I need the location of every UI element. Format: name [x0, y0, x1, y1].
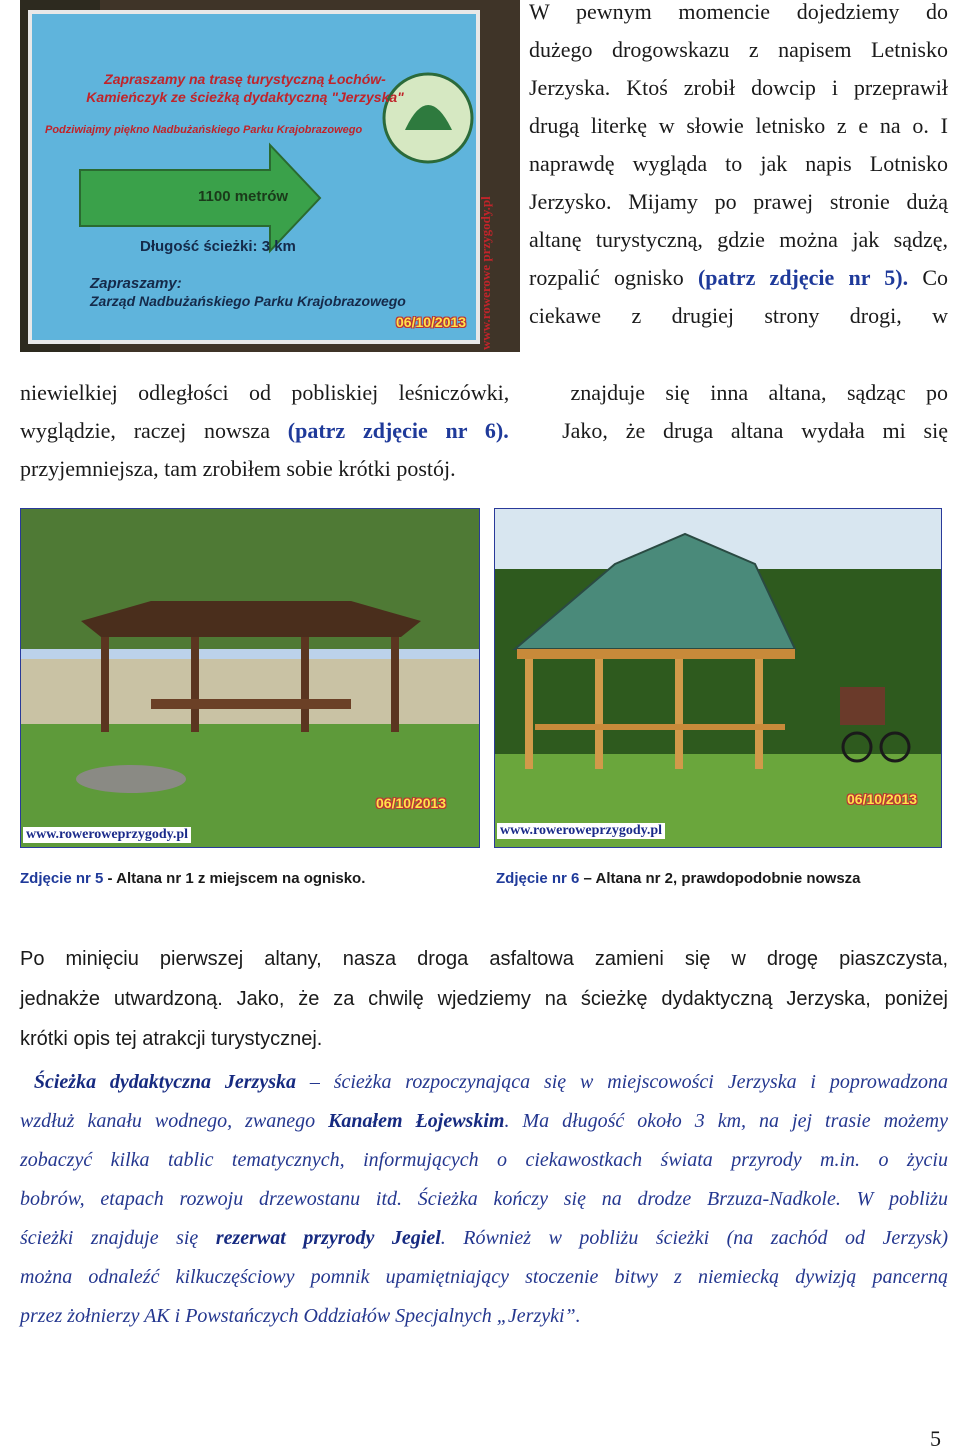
- intro-text: rozpalić ognisko: [529, 265, 684, 290]
- sign-length: Długość ścieżki: 3 km: [140, 238, 296, 255]
- sign-date-stamp: 06/10/2013: [396, 314, 467, 330]
- intro-text: Co: [922, 265, 949, 290]
- photo-reference: (patrz zdjęcie nr 6).: [287, 418, 509, 443]
- paragraph-line: [20, 1063, 948, 1102]
- photo-5-watermark: www.rowerowеprzygody.pl: [23, 827, 191, 843]
- intro-text: wyglądzie, raczej nowsza: [20, 418, 270, 443]
- paragraph-line: bobrów, etapach rozwoju drzewostanu itd. Ścieżka kończy się na drodze Brzuza-Nadkole. W pobliżu: [20, 1188, 948, 1210]
- photo-6: [494, 508, 942, 848]
- paragraph-text: . Również w pobliżu ścieżki (na zachód od Jerzysk): [440, 1227, 948, 1249]
- caption-text: – Altana nr 2, prawdopodobnie nowsza: [579, 870, 861, 887]
- paragraph-line: przez żołnierzy AK i Powstańczych Oddziałów Specjalnych „Jerzyki”.: [20, 1305, 581, 1327]
- paragraph-text: – ścieżka rozpoczynająca się w miejscowości Jerzyska i poprowadzona: [295, 1071, 948, 1093]
- sign-photo: [20, 0, 520, 352]
- intro-line: Jerzysko. Mijamy po prawej stronie dużą: [529, 189, 948, 214]
- paragraph-line: [20, 1102, 948, 1141]
- page-number: 5: [930, 1426, 941, 1451]
- intro-line: W pewnym momencie dojedziemy do: [529, 0, 948, 24]
- intro-line: drugą literkę w słowie letnisko z e na o. I: [529, 113, 948, 138]
- paragraph-line: zobaczyć kilka tablic tematycznych, informujących o ciekawostkach świata przyrody m.in. o życiu: [20, 1149, 948, 1171]
- intro-line: dużego drogowskazu z napisem Letnisko: [529, 37, 948, 62]
- paragraph-line: można odnaleźć kilkuczęściowy pomnik upamiętniający stoczenie bitwy z niemiecką dywizją pancerną: [20, 1266, 948, 1288]
- sign-invite-label: Zapraszamy:: [90, 275, 182, 292]
- intro-text: Jako, że druga altana wydała mi się: [562, 418, 948, 443]
- sign-invite-org: Zarząd Nadbużańskiego Parku Krajobrazowego: [90, 293, 406, 309]
- paragraph-line: krótki opis tej atrakcji turystycznej.: [20, 1028, 323, 1050]
- paragraph-line: Po minięciu pierwszej altany, nasza droga asfaltowa zamieni się w drogę piaszczysta,: [20, 948, 948, 970]
- canal-name: Kanałem Łojewskim: [328, 1110, 505, 1132]
- photo-6-caption: [496, 870, 861, 887]
- photo-reference: (patrz zdjęcie nr 5).: [697, 265, 909, 290]
- photo-6-date-stamp: 06/10/2013: [847, 791, 918, 807]
- caption-label: Zdjęcie nr 5: [20, 870, 104, 887]
- paragraph-line: jednakże utwardzoną. Jako, że za chwilę wjedziemy na ścieżkę dydaktyczną Jerzyska, poniżej: [20, 988, 948, 1010]
- paragraph-3: [20, 1063, 948, 1336]
- path-title: Ścieżka dydaktyczna Jerzyska: [33, 1071, 296, 1093]
- intro-line: przyjemniejsza, tam zrobiłem sobie krótki postój.: [20, 456, 456, 481]
- intro-line: [20, 412, 948, 450]
- intro-line: altanę turystyczną, gdzie można jak sądzę,: [529, 227, 948, 252]
- photo-5-date-stamp: 06/10/2013: [376, 795, 447, 811]
- intro-line: [529, 259, 948, 297]
- sign-arrow-text: 1100 metrów: [198, 188, 289, 205]
- intro-line: niewielkiej odległości od pobliskiej leśniczówki, znajduje się inna altana, sądząc po: [20, 380, 948, 405]
- photo-6-watermark: www.rowerowеprzygody.pl: [497, 823, 665, 839]
- intro-line: naprawdę wygląda to jak napis Lotnisko: [529, 151, 948, 176]
- paragraph-line: [20, 1219, 948, 1258]
- paragraph-2: [20, 939, 948, 1059]
- sign-watermark: www.rowerowe przygody.pl: [478, 196, 493, 350]
- reserve-name: rezerwat przyrody Jegiel: [215, 1227, 441, 1249]
- caption-text: - Altana nr 1 z miejscem na ognisko.: [103, 870, 366, 887]
- paragraph-text: wzdłuż kanału wodnego, zwanego: [20, 1110, 329, 1132]
- caption-label: Zdjęcie nr 6: [496, 870, 580, 887]
- photo-5-caption: [20, 870, 365, 887]
- sign-subtitle: Podziwiajmy piękno Nadbużańskiego Parku Krajobrazowego: [45, 124, 363, 136]
- sign-title: Zapraszamy na trasę turystyczną Łochów-Kamieńczyk ze ścieżką dydaktyczną "Jerzyska": [86, 71, 404, 105]
- photo-5: [20, 508, 480, 848]
- intro-line: Jerzyska. Ktoś zrobił dowcip i przeprawił: [529, 75, 948, 100]
- intro-paragraph: [529, 0, 948, 335]
- paragraph-text: ścieżki znajduje się: [20, 1227, 216, 1249]
- paragraph-text: . Ma długość około 3 km, na jej trasie możemy: [504, 1110, 948, 1132]
- intro-continuation: [20, 374, 948, 488]
- intro-line: ciekawe z drugiej strony drogi, w: [529, 303, 948, 328]
